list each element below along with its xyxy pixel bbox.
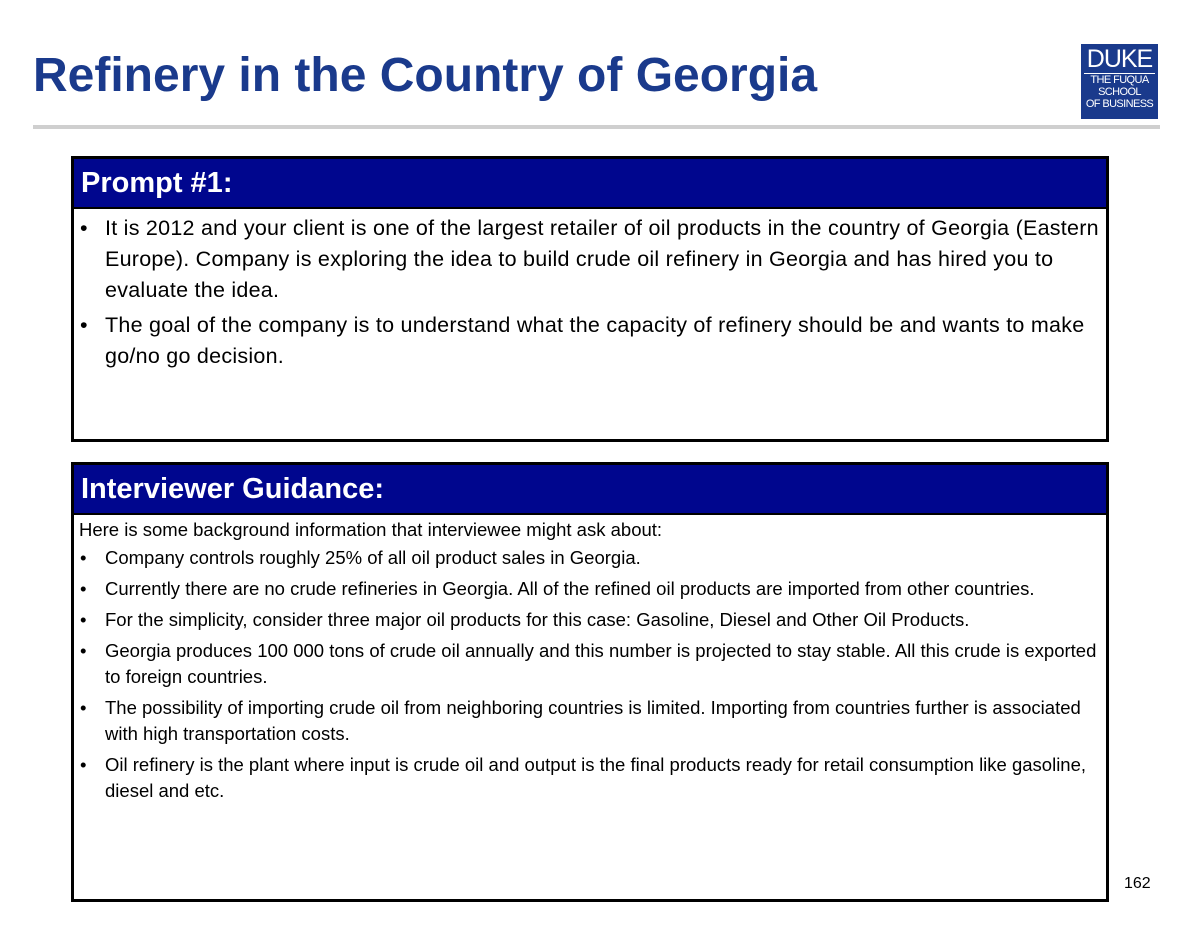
prompt-bullet: • The goal of the company is to understand what the capacity of refinery should be and wants to make go/no go decision. (74, 310, 1106, 372)
logo-line-school: SCHOOL (1098, 86, 1141, 98)
prompt-box (71, 156, 1109, 442)
guidance-bullet: • Oil refinery is the plant where input is crude oil and output is the final products ready for retail consumption like gasoline, diesel and etc. (74, 752, 1106, 804)
guidance-box (71, 462, 1109, 902)
title-divider (33, 125, 1160, 129)
guidance-bullet: • The possibility of importing crude oil from neighboring countries is limited. Importing from countries further is associated with high transportation costs. (74, 695, 1106, 747)
guidance-bullet: • Currently there are no crude refineries in Georgia. All of the refined oil products are imported from other countries. (74, 576, 1106, 602)
logo-line-fuqua: THE FUQUA (1090, 74, 1149, 86)
guidance-bullet: • Georgia produces 100 000 tons of crude oil annually and this number is projected to stay stable. All this crude is exported to foreign countries. (74, 638, 1106, 690)
prompt-bullet-list (74, 209, 1106, 372)
logo-line-business: OF BUSINESS (1085, 98, 1154, 110)
logo-duke-text: DUKE (1084, 46, 1155, 74)
guidance-header: Interviewer Guidance: (74, 465, 1106, 515)
guidance-bullet-list (74, 543, 1106, 804)
prompt-header: Prompt #1: (74, 159, 1106, 209)
guidance-intro: Here is some background information that interviewee might ask about: (79, 519, 663, 540)
slide-title: Refinery in the Country of Georgia (33, 49, 818, 102)
guidance-bullet: • Company controls roughly 25% of all oil product sales in Georgia. (74, 545, 1106, 571)
prompt-bullet: • It is 2012 and your client is one of the largest retailer of oil products in the country of Georgia (Eastern Europe). Company is exploring the idea to build crude oil refinery in Georgia and has hired you to evaluate the idea. (74, 213, 1106, 306)
page-number: 162 (1124, 875, 1151, 892)
guidance-bullet: • For the simplicity, consider three major oil products for this case: Gasoline, Diesel and Other Oil Products. (74, 607, 1106, 633)
duke-fuqua-logo (1081, 44, 1158, 119)
